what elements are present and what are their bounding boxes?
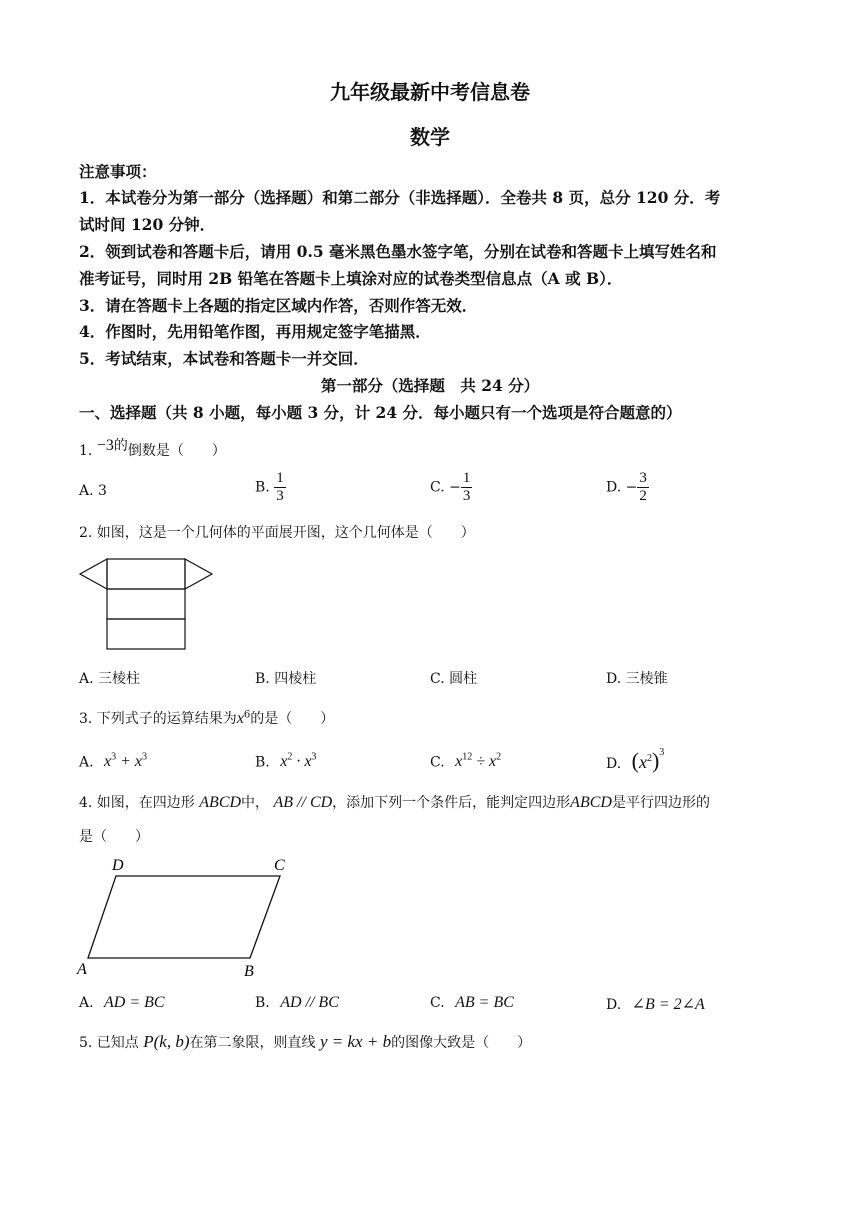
q4-c-expr: AB = BC: [455, 994, 514, 1011]
q3-c-label: C.: [430, 754, 445, 771]
q5-post: 的图像大致是（ ）: [391, 1035, 532, 1051]
subject-title: 数学: [410, 125, 450, 149]
q3-b-expr: $x^2 \cdot x^3$: [280, 752, 317, 771]
q1-c-label: C.: [430, 479, 445, 496]
q3-option-d[interactable]: [606, 748, 664, 774]
q1-de: 的: [113, 438, 128, 454]
q4-b-label: B.: [255, 995, 270, 1011]
q3-stem-post: 的是（ ）: [250, 711, 335, 727]
q2-net-figure: [78, 556, 214, 652]
q3-x: x: [236, 710, 244, 727]
q3-exp: 6: [243, 709, 251, 721]
q3-option-b[interactable]: [255, 752, 316, 771]
note-1b: 试时间 120 分钟．: [79, 215, 216, 234]
q4-option-d[interactable]: [606, 994, 705, 1014]
q2-option-c[interactable]: C. 圆柱: [430, 671, 478, 687]
q1-text: 倒数是（ ）: [127, 443, 226, 459]
q4-option-c[interactable]: [430, 994, 514, 1012]
q4-a-label: A.: [79, 995, 94, 1011]
q1-b-fraction: [274, 470, 286, 505]
q4-mid: 中，: [241, 795, 270, 811]
q1-b-num: 1: [276, 470, 284, 486]
q1-c-fraction: [461, 470, 473, 505]
q1-num: 1.: [79, 443, 93, 459]
q5-line: y = kx + b: [319, 1032, 392, 1051]
q2-stem: 2. 如图，这是一个几何体的平面展开图，这个几何体是（ ）: [79, 525, 475, 541]
note-2a: 2．领到试卷和答题卡后，请用 0.5 毫米黑色墨水签字笔，分别在试卷和答题卡上填写姓名和: [79, 242, 717, 261]
q2-net-square-3: [107, 619, 185, 649]
q1-d-den: 2: [639, 488, 647, 504]
q1-c-sign: −: [449, 479, 461, 496]
q3-c-expr: $x^{12} \div x^2$: [455, 752, 502, 771]
q1-b-den: 3: [276, 488, 284, 504]
q1-d-sign: −: [625, 479, 638, 496]
q4-parallelogram-figure: [74, 852, 296, 982]
q4-option-b[interactable]: [255, 994, 339, 1012]
q4-abcd: ABCD: [199, 794, 242, 811]
q4-tail: 是平行四边形的: [611, 795, 710, 811]
q4-post: ，添加下列一个条件后，能判定四边形: [332, 795, 571, 811]
q2-option-d[interactable]: D. 三棱锥: [606, 671, 668, 687]
q2-net-triangle-left: [80, 559, 107, 589]
q4-vertex-b: B: [244, 963, 254, 980]
q1-option-d[interactable]: [606, 470, 649, 505]
q3-d-label: D.: [606, 756, 622, 772]
q2-option-b[interactable]: B. 四棱柱: [255, 671, 317, 687]
q2-net-square-2: [107, 589, 185, 619]
q3-option-a[interactable]: [79, 752, 147, 771]
q5-point: P(k, b): [143, 1032, 190, 1051]
q4-abcd2: ABCD: [570, 794, 612, 811]
q4-stem-line1: [79, 792, 710, 812]
q5-stem: [79, 1032, 531, 1052]
q3-stem-pre: 3. 下列式子的运算结果为: [79, 711, 237, 727]
q5-pre: 5. 已知点: [79, 1035, 139, 1051]
q1-c-num: 1: [462, 470, 471, 486]
q1-option-c[interactable]: [430, 470, 472, 505]
q4-a-expr: AD = BC: [104, 994, 165, 1011]
q5-mid: 在第二象限，则直线: [189, 1035, 316, 1051]
q2-option-a[interactable]: A. 三棱柱: [79, 671, 141, 687]
q4-parallelogram: [88, 876, 280, 958]
part1-heading: 第一部分（选择题 共 24 分）: [320, 376, 540, 395]
section-heading: 一、选择题（共 8 小题，每小题 3 分，计 24 分．每小题只有一个选项是符合题意的）: [79, 403, 682, 422]
q1-d-num: 3: [639, 470, 647, 486]
q1-d-fraction: [637, 470, 649, 505]
note-5: 5．考试结束，本试卷和答题卡一并交回．: [79, 349, 369, 368]
q4-vertex-c: C: [274, 857, 285, 874]
q4-d-expr: ∠B = 2∠A: [631, 996, 705, 1013]
q1-stem: [79, 437, 226, 460]
q3-stem: [79, 708, 334, 728]
note-1a: 1．本试卷分为第一部分（选择题）和第二部分（非选择题）．全卷共 8 页，总分 120 分．考: [79, 188, 721, 207]
q3-option-c[interactable]: [430, 752, 501, 771]
note-3: 3．请在答题卡上各题的指定区域内作答，否则作答无效．: [79, 296, 478, 315]
q3-a-expr: $x^3 + x^3$: [104, 752, 148, 771]
q4-d-label: D.: [606, 997, 622, 1013]
exam-title: 九年级最新中考信息卷: [330, 80, 530, 104]
q3-a-label: A.: [79, 754, 94, 771]
q1-d-label: D.: [606, 479, 622, 496]
q2-net-triangle-right: [185, 559, 212, 589]
q3-b-label: B.: [255, 754, 270, 771]
notes-heading: 注意事项：: [79, 162, 157, 181]
q3-d-expr: $(x^2)^3$: [631, 747, 665, 773]
q1-option-a[interactable]: A. 3: [79, 483, 107, 499]
q4-stem-line2: 是（ ）: [79, 829, 149, 845]
note-4: 4．作图时，先用铅笔作图，再用规定签字笔描黑．: [79, 322, 431, 341]
q4-parallel: AB // CD: [273, 794, 333, 811]
q2-net-square-1: [107, 559, 185, 589]
q4-option-a[interactable]: [79, 994, 165, 1012]
q4-vertex-d: D: [112, 857, 124, 874]
q4-stem-pre: 4. 如图，在四边形: [79, 795, 195, 811]
q1-expr: −3: [96, 437, 114, 454]
q1-b-label: B.: [255, 479, 270, 496]
q4-b-expr: AD // BC: [280, 994, 339, 1011]
q4-vertex-a: A: [77, 961, 87, 978]
q1-c-den: 3: [462, 488, 471, 504]
q1-option-b[interactable]: [255, 470, 286, 505]
q4-c-label: C.: [430, 995, 445, 1011]
note-2b: 准考证号，同时用 2B 铅笔在答题卡上填涂对应的试卷类型信息点（A 或 B）．: [79, 269, 623, 288]
